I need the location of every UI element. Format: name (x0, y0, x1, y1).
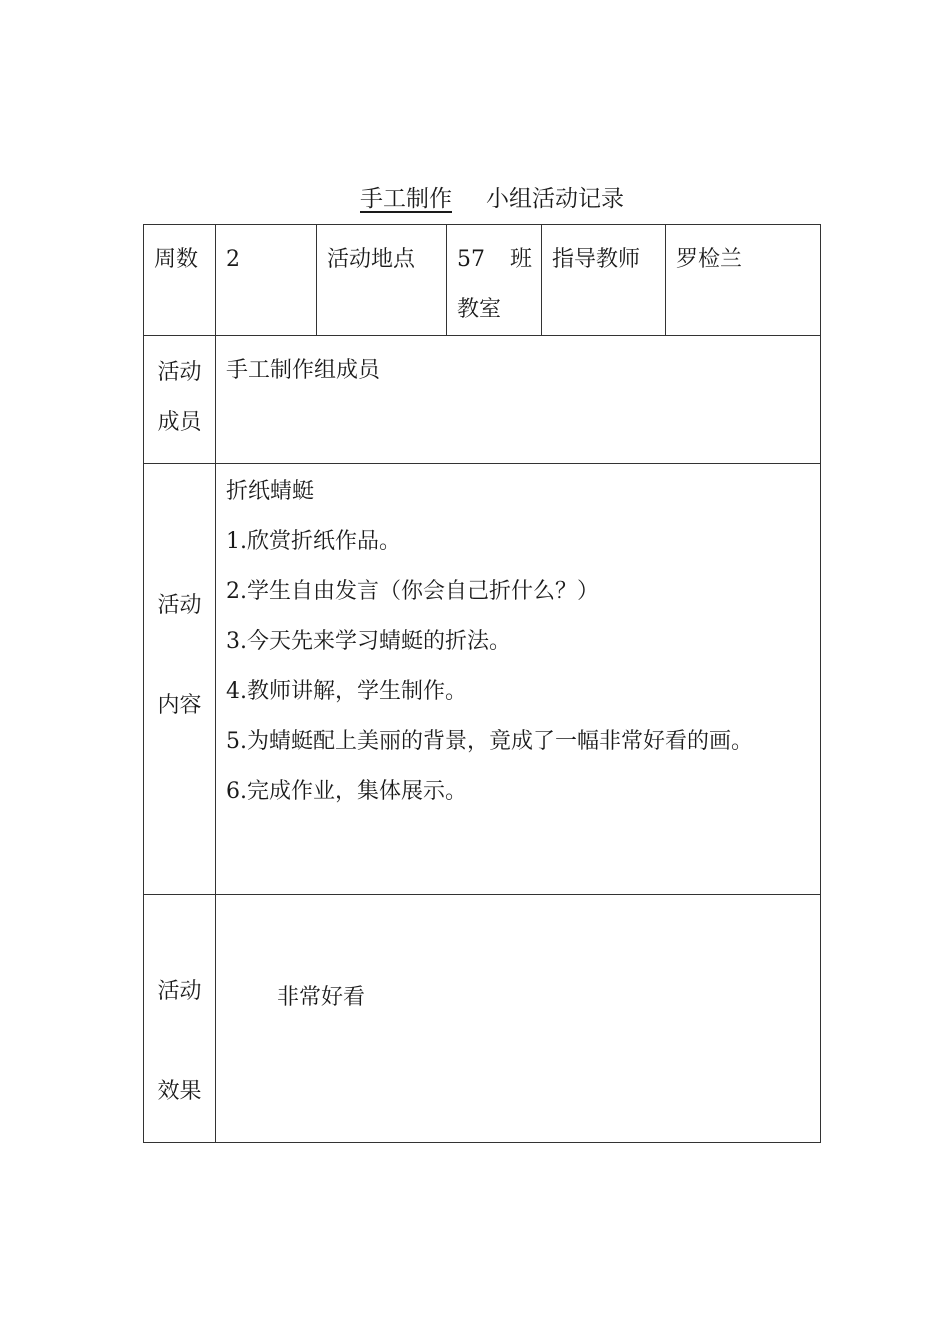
content-line: 折纸蜻蜓 (226, 479, 315, 504)
title-suffix: 小组活动记录 (486, 186, 624, 212)
content-value-cell (216, 464, 821, 895)
location-label: 活动地点 (327, 247, 416, 272)
teacher-value-cell (666, 225, 821, 336)
title-activity-name: 手工制作 (360, 186, 452, 212)
effect-label-line2: 效果 (157, 1079, 202, 1104)
content-label-cell (144, 464, 216, 895)
content-line: 3.今天先来学习蜻蜓的折法。 (226, 629, 511, 654)
members-label-line2: 成员 (157, 410, 202, 435)
effect-value: 非常好看 (277, 985, 366, 1010)
members-label-line1: 活动 (157, 360, 202, 385)
teacher-label: 指导教师 (552, 247, 641, 272)
location-value (447, 225, 541, 335)
teacher-label-cell (542, 225, 666, 336)
content-label-line2: 内容 (157, 693, 202, 718)
effect-value-cell (216, 895, 821, 1143)
content-line: 4.教师讲解，学生制作。 (226, 679, 467, 704)
location-label-cell (317, 225, 447, 336)
activity-record-table (143, 224, 821, 1143)
week-label-cell (144, 225, 216, 336)
teacher-value: 罗检兰 (676, 247, 743, 272)
content-label-line1: 活动 (157, 593, 202, 618)
table-row (144, 464, 821, 895)
content-lines (216, 464, 820, 817)
week-label: 周数 (154, 247, 199, 272)
location-class-number: 57 (457, 247, 485, 272)
week-value-cell (216, 225, 317, 336)
content-line: 6.完成作业，集体展示。 (226, 779, 467, 804)
content-line: 5.为蜻蜓配上美丽的背景，竟成了一幅非常好看的画。 (226, 729, 753, 754)
effect-label-cell (144, 895, 216, 1143)
location-value-cell (447, 225, 542, 336)
location-class-word: 班 (509, 247, 532, 272)
location-value-line1 (457, 235, 532, 285)
content-line: 2.学生自由发言（你会自己折什么？） (226, 579, 599, 604)
week-value: 2 (226, 247, 240, 272)
table-row (144, 336, 821, 464)
members-label-cell (144, 336, 216, 464)
members-value: 手工制作组成员 (226, 358, 381, 383)
content-line: 1.欣赏折纸作品。 (226, 529, 401, 554)
table-row (144, 895, 821, 1143)
table-row (144, 225, 821, 336)
location-value-line2: 教室 (457, 297, 502, 322)
effect-label-line1: 活动 (157, 979, 202, 1004)
members-value-cell (216, 336, 821, 464)
page-title (0, 184, 950, 214)
